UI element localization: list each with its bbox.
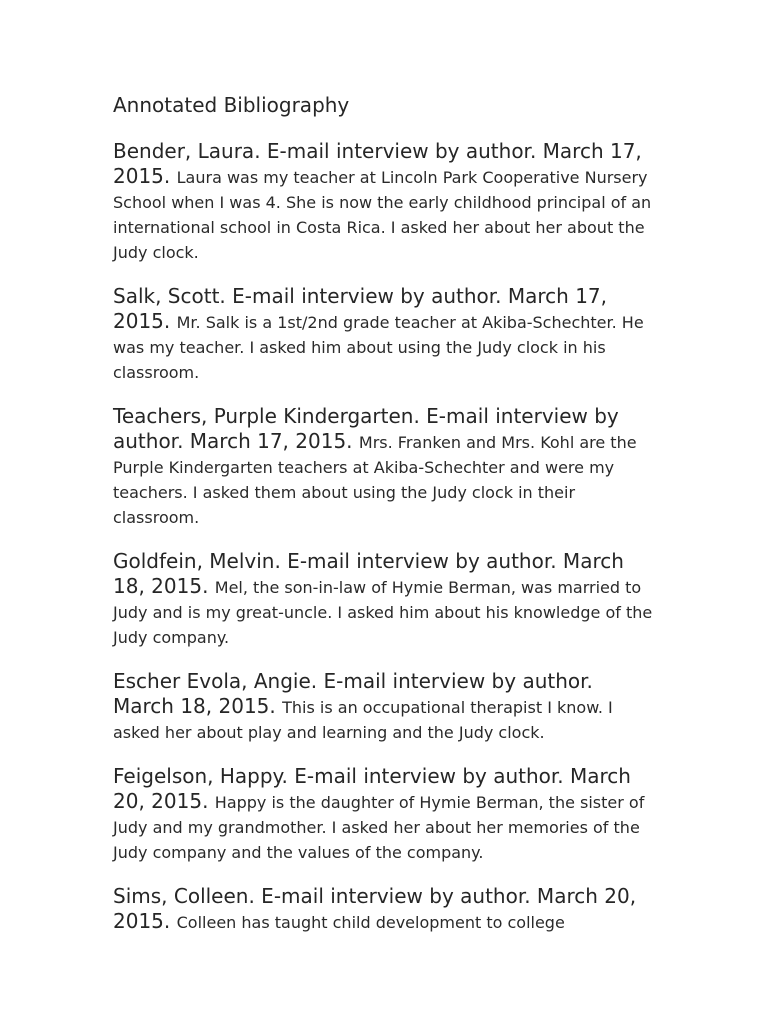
citation-text: Teachers, Purple Kindergarten. E-mail interview by author. March 17, 2015. [113,404,619,453]
annotation-text: Happy is the daughter of Hymie Berman, the sister of Judy and my grandmother. I asked her about her memories of the Judy company and the values of the company. [113,793,645,862]
bibliography-entry-feigelson [113,764,653,864]
bibliography-entry-escher-evola [113,669,653,744]
citation-text: Sims, Colleen. E-mail interview by author. March 20, 2015. [113,884,637,933]
bibliography-entry-goldfein [113,549,653,649]
annotation-text: Mr. Salk is a 1st/2nd grade teacher at Akiba-Schechter. He was my teacher. I asked him about using the Judy clock in his classroom. [113,313,644,382]
bibliography-entry-sims [113,884,653,934]
bibliography-entry-salk [113,284,653,384]
annotation-text: Colleen has taught child development to college [176,913,565,932]
page-title: Annotated Bibliography [113,93,350,117]
citation-text: Salk, Scott. E-mail interview by author. March 17, 2015. [113,284,608,333]
annotation-text: Laura was my teacher at Lincoln Park Cooperative Nursery School when I was 4. She is now the early childhood principal of an international school in Costa Rica. I asked her about her about the Judy clock. [113,168,652,262]
document-page [113,92,653,954]
citation-text: Goldfein, Melvin. E-mail interview by author. March 18, 2015. [113,549,624,598]
bibliography-entry-teachers [113,404,653,529]
citation-text: Bender, Laura. E-mail interview by author. March 17, 2015. [113,139,642,188]
annotation-text: This is an occupational therapist I know. I asked her about play and learning and the Judy clock. [113,698,613,742]
bibliography-entry-bender [113,139,653,264]
annotation-text: Mel, the son-in-law of Hymie Berman, was married to Judy and is my great-uncle. I asked him about his knowledge of the Judy company. [113,578,653,647]
annotation-text: Mrs. Franken and Mrs. Kohl are the Purple Kindergarten teachers at Akiba-Schechter and were my teachers. I asked them about using the Judy clock in their classroom. [113,433,637,527]
citation-text: Feigelson, Happy. E-mail interview by author. March 20, 2015. [113,764,631,813]
citation-text: Escher Evola, Angie. E-mail interview by author. March 18, 2015. [113,669,593,718]
